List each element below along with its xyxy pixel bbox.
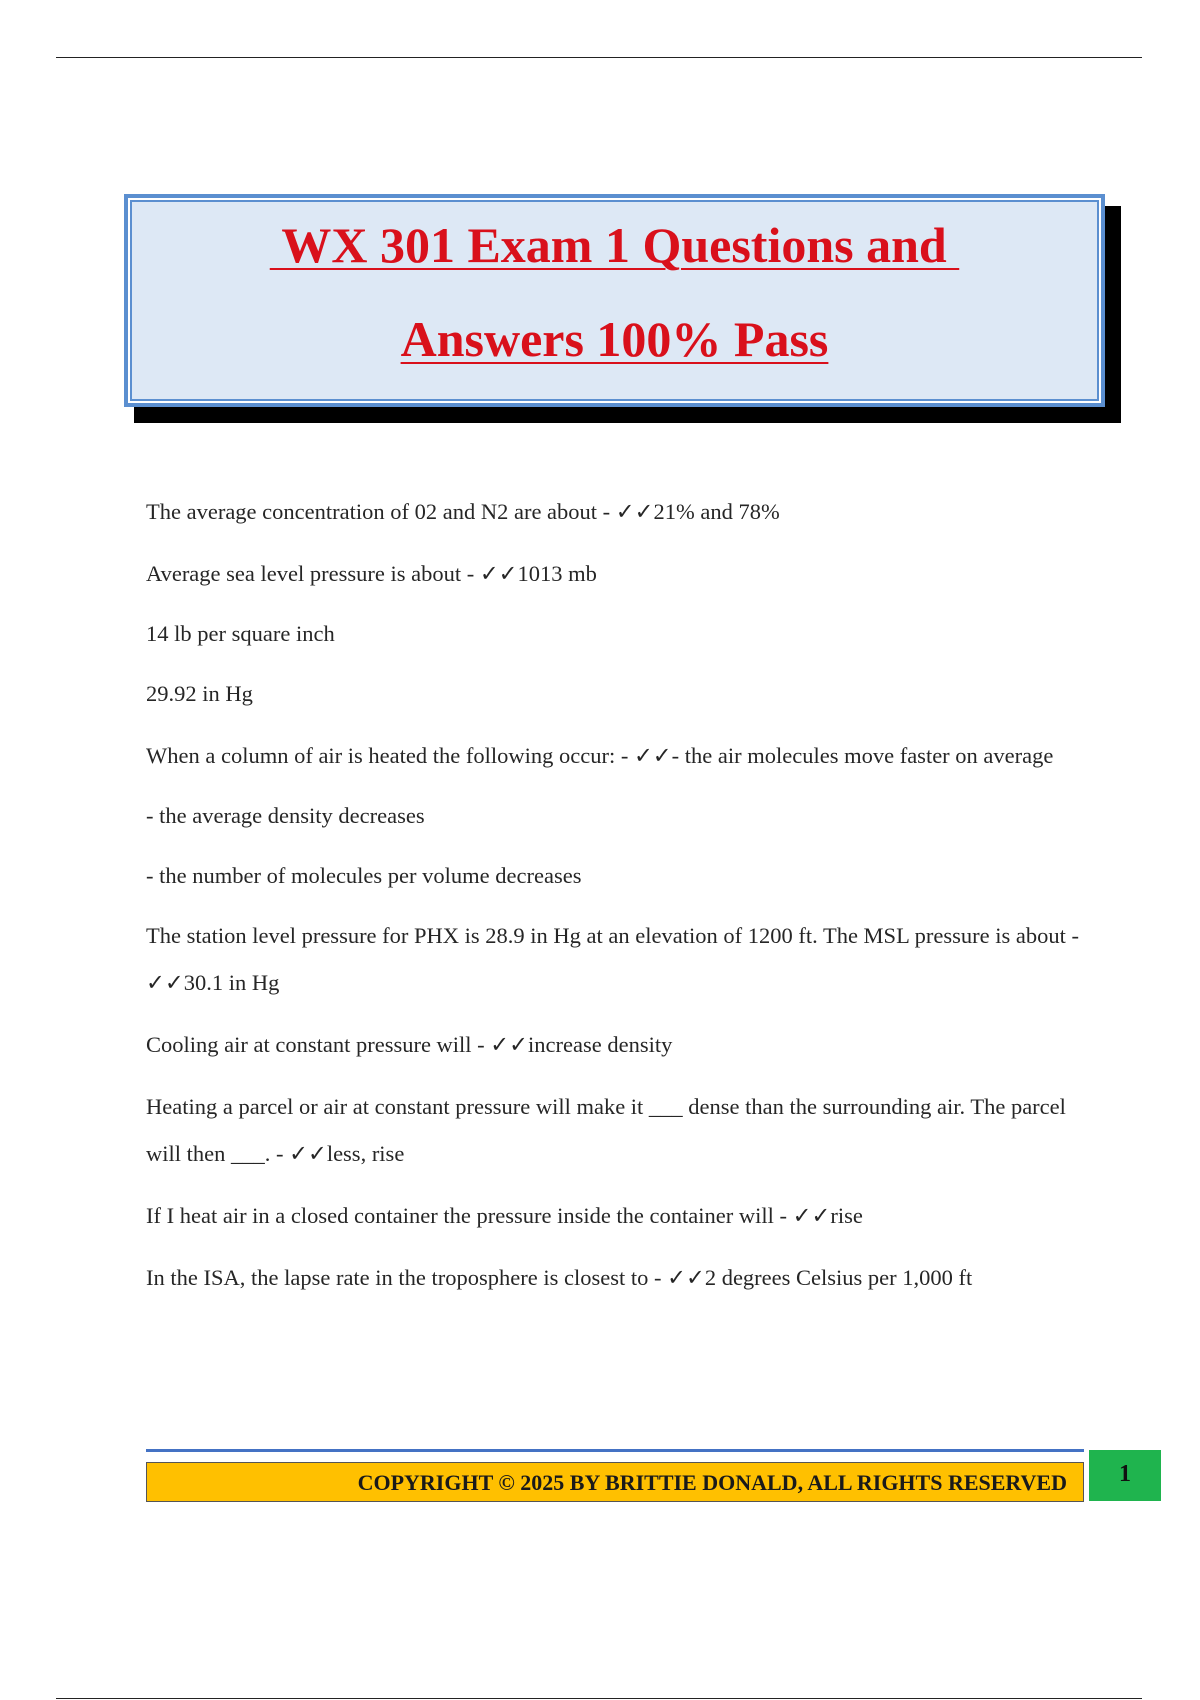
copyright-text: COPYRIGHT © 2025 BY BRITTIE DONALD, ALL RIGHTS RESERVED [357, 1470, 1067, 1495]
copyright-footer [146, 1462, 1084, 1502]
document-body [146, 488, 1086, 1316]
qa-paragraph: Heating a parcel or air at constant pressure will make it ___ dense than the surrounding air. The parcel will then ___. - ✓✓less, rise [146, 1094, 1066, 1166]
qa-paragraph: - the average density decreases [146, 803, 425, 828]
qa-paragraph: Average sea level pressure is about - ✓✓1013 mb [146, 561, 597, 586]
document-title-line-1: WX 301 Exam 1 Questions and [269, 217, 960, 273]
qa-paragraph: Cooling air at constant pressure will - ✓✓increase density [146, 1032, 673, 1057]
qa-paragraph: 29.92 in Hg [146, 681, 253, 706]
document-title-line-2: Answers 100% Pass [400, 311, 829, 367]
page-bottom-rule [56, 1698, 1142, 1699]
footer-rule [146, 1449, 1084, 1452]
qa-paragraph: When a column of air is heated the following occur: - ✓✓- the air molecules move faster on average [146, 743, 1054, 768]
qa-paragraph: The average concentration of 02 and N2 are about - ✓✓21% and 78% [146, 499, 780, 524]
page-top-rule [56, 57, 1142, 58]
qa-paragraph: 14 lb per square inch [146, 621, 335, 646]
page-number: 1 [1119, 1461, 1131, 1487]
qa-paragraph: In the ISA, the lapse rate in the troposphere is closest to - ✓✓2 degrees Celsius per 1,000 ft [146, 1265, 973, 1290]
qa-paragraph: If I heat air in a closed container the pressure inside the container will - ✓✓rise [146, 1203, 863, 1228]
title-box [124, 194, 1105, 407]
qa-paragraph: The station level pressure for PHX is 28.9 in Hg at an elevation of 1200 ft. The MSL pressure is about - ✓✓30.1 in Hg [146, 923, 1079, 995]
page-number-box [1089, 1450, 1161, 1501]
qa-paragraph: - the number of molecules per volume decreases [146, 863, 582, 888]
